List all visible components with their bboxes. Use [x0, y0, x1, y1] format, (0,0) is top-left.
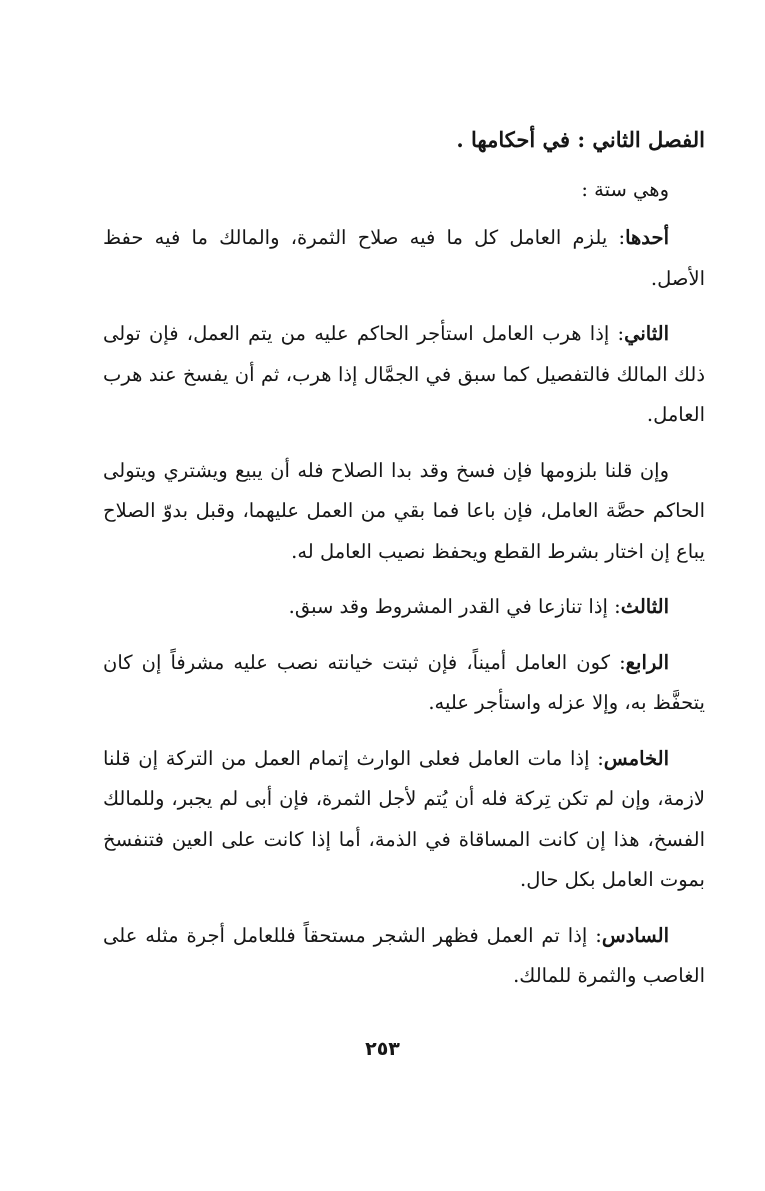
- paragraph-text: : يلزم العامل كل ما فيه صلاح الثمرة، والمالك ما فيه حفظ الأصل.: [103, 226, 705, 290]
- page-content: [103, 118, 705, 1012]
- paragraph-1: [103, 218, 705, 299]
- chapter-title: الفصل الثاني : في أحكامها .: [456, 127, 705, 152]
- paragraph-label: الثالث: [620, 595, 669, 618]
- paragraph-text: : إذا تم العمل فظهر الشجر مستحقاً فللعامل أجرة مثله على الغاصب والثمرة للمالك.: [103, 923, 705, 987]
- paragraph-label: الرابع: [625, 650, 669, 674]
- paragraph-7: [103, 916, 705, 997]
- paragraph-text: : إذا تنازعا في القدر المشروط وقد سبق.: [288, 595, 621, 618]
- paragraph-text: : كون العامل أميناً، فإن ثبتت خيانته نصب عليه مشرفاً إن كان يتحفَّظ به، وإلا عزله واستأجر عليه.: [103, 650, 705, 714]
- paragraph-3: [103, 451, 705, 573]
- paragraph-label: أحدها: [625, 226, 669, 249]
- paragraph-4: [103, 587, 705, 628]
- paragraph-2: [103, 314, 705, 436]
- paragraph-text: : إذا مات العامل فعلى الوارث إتمام العمل من التركة إن قلنا لازمة، وإن لم تكن تِركة فله أن يُتم لأجل الثمرة، فإن أبى لم يجبر، وللمالك الفسخ، هذا إن كانت المساقاة في الذمة، أما إذا كانت على العين فتنفسخ بموت العامل بكل حال.: [103, 746, 705, 891]
- intro-line: وهي ستة :: [581, 178, 669, 201]
- paragraph-6: [103, 739, 705, 901]
- paragraph-text: : إذا هرب العامل استأجر الحاكم عليه من يتم العمل، فإن تولى ذلك المالك فالتفصيل كما سبق في الجمَّال إذا هرب، ثم أن يفسخ عند هرب العامل.: [103, 322, 705, 426]
- paragraph-text: وإن قلنا بلزومها فإن فسخ وقد بدا الصلاح فله أن يبيع ويشتري ويتولى الحاكم حصَّة العامل، فإن باعا فما بقي من العمل عليهما، وقبل بدوّ الصلاح يباع إن اختار بشرط القطع ويحفظ نصيب العامل له.: [103, 458, 705, 563]
- paragraph-label: السادس: [601, 923, 669, 947]
- paragraph-label: الثاني: [624, 322, 669, 345]
- paragraph-5: [103, 643, 705, 724]
- paragraph-label: الخامس: [603, 746, 669, 770]
- page-number: ٢٥٣: [365, 1038, 400, 1060]
